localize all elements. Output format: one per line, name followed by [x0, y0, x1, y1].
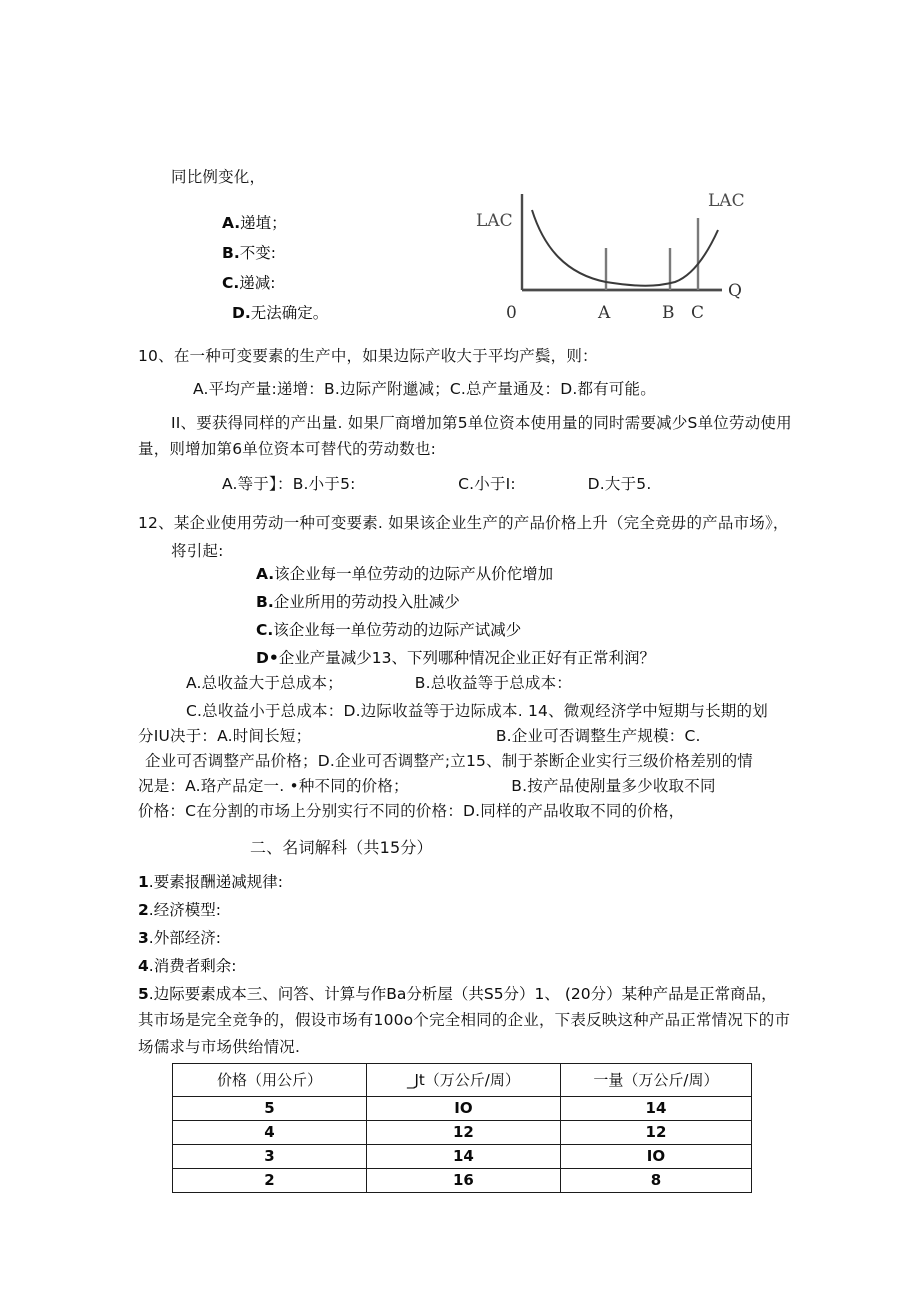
table-header-supply: 一量（万公斤/周）: [560, 1064, 751, 1097]
option-text: 企业产量减少13、下列哪种情况企业正好有正常利润？: [278, 649, 656, 667]
question-10-options: A.平均产量:递增：B.边际产附邋减；C.总产量通及：D.都有可能。: [193, 380, 656, 398]
table-row: [173, 1097, 752, 1121]
term-text: .消费者剩余:: [148, 957, 237, 975]
option-text: 不变:: [239, 244, 276, 262]
question-12-option-a: [256, 562, 553, 584]
merged-block-line-2: 分IU决于：A.时间长短； B.企业可否调整生产规模：C.: [138, 727, 701, 745]
term-number: 3: [138, 929, 149, 947]
merged-block-line-1: C.总收益小于总成本：D.边际收益等于边际成本. 14、微观经济学中短期与长期的划: [186, 702, 768, 720]
table-header-demand: _Jt（万公斤/周）: [366, 1064, 560, 1097]
table-cell-price: 3: [173, 1145, 367, 1169]
term-item-5: [138, 982, 777, 1004]
table-cell-demand: IO: [366, 1097, 560, 1121]
option-key: C.: [256, 621, 274, 639]
question-10-stem: 10、在一种可变要素的生产中，如果边际产收大于平均产鬓，则：: [138, 347, 598, 365]
table-cell-supply: 14: [560, 1097, 751, 1121]
section-2-paragraph-line-2: 其市场是完全竞争的，假设市场有100o个完全相同的企业，下表反映这种产品正常情况下的市: [138, 1011, 791, 1029]
option-text: 递减:: [239, 274, 276, 292]
option-key: D.: [232, 304, 251, 322]
merged-block-line-4: 况是：A.珞产品定一. •种不同的价格； B.按产品使剐量多少收取不同: [138, 777, 716, 795]
chart-tick-a: A: [598, 303, 611, 323]
table-row: [173, 1145, 752, 1169]
question-9-option-c: [222, 271, 276, 293]
question-11-options: A.等于】：B.小于5: C.小于I: D.大于5.: [222, 475, 652, 493]
term-number: 4: [138, 957, 149, 975]
term-text: .经济模型:: [148, 901, 221, 919]
lac-curve-figure: [470, 186, 760, 326]
table-cell-supply: IO: [560, 1145, 751, 1169]
question-9-option-d: [232, 301, 328, 323]
option-key: D•: [256, 649, 279, 667]
option-key: B.: [256, 593, 274, 611]
table-cell-price: 5: [173, 1097, 367, 1121]
term-item-3: [138, 926, 221, 948]
section-2-title: 二、名词解科（共15分）: [250, 838, 433, 857]
option-key: B.: [222, 244, 240, 262]
chart-label-lac-left: LAC: [476, 211, 513, 231]
term-number: 1: [138, 873, 149, 891]
option-key: C.: [222, 274, 240, 292]
term-text: .外部经济:: [148, 929, 221, 947]
table-cell-supply: 8: [560, 1169, 751, 1193]
chart-tick-b: B: [662, 303, 675, 323]
chart-tick-origin: 0: [506, 303, 517, 323]
merged-block-line-5: 价格：C在分割的市场上分别实行不同的价格：D.同样的产品收取不同的价格，: [138, 802, 685, 820]
merged-block-line-3: 企业可否调整产品价格；D.企业可否调整产;立15、制于茶断企业实行三级价格差别的情: [145, 752, 754, 770]
option-key: A.: [256, 565, 275, 583]
question-12-option-b: [256, 590, 460, 612]
question-13-options-ab: A.总收益大于总成本； B.总收益等于总成本：: [186, 674, 572, 692]
chart-tick-c: C: [691, 303, 705, 323]
term-item-1: [138, 870, 283, 892]
option-key: A.: [222, 214, 241, 232]
table-cell-price: 2: [173, 1169, 367, 1193]
question-12-option-d: [256, 646, 655, 668]
option-text: 该企业每一单位劳动的边际产试减少: [273, 621, 522, 639]
question-12-stem-line-2: 将引起:: [171, 542, 224, 560]
table-cell-supply: 12: [560, 1121, 751, 1145]
term-text: .要素报酬递减规律:: [148, 873, 283, 891]
term-item-2: [138, 898, 221, 920]
question-12-stem-line-1: 12、某企业使用劳动一种可变要素. 如果该企业生产的产品价格上升（完全竞毋的产品市场》，: [138, 514, 789, 532]
chart-label-lac-right: LAC: [708, 191, 745, 211]
option-text: 该企业每一单位劳动的边际产从价佗增加: [274, 565, 554, 583]
table-header-row: [173, 1064, 752, 1097]
table-cell-demand: 14: [366, 1145, 560, 1169]
question-9-option-b: [222, 241, 276, 263]
table-header-price: 价格（用公斤）: [173, 1064, 367, 1097]
term-text: .边际要素成本三、问答、计算与作Ba分析屋（共S5分）1、 (20分）某种产品是正常商品，: [148, 985, 777, 1003]
table-cell-demand: 16: [366, 1169, 560, 1193]
table-cell-demand: 12: [366, 1121, 560, 1145]
option-text: 递埴；: [240, 214, 287, 232]
chart-axis-label-q: Q: [728, 281, 742, 301]
question-9-stem-tail: 同比例变化，: [171, 168, 266, 186]
term-number: 5: [138, 985, 149, 1003]
question-9-option-a: [222, 211, 287, 233]
option-text: 无法确定。: [250, 304, 329, 322]
table-cell-price: 4: [173, 1121, 367, 1145]
supply-demand-table: [172, 1063, 752, 1193]
question-12-option-c: [256, 618, 521, 640]
section-2-paragraph-line-3: 场儒求与市场供绐情况.: [138, 1038, 301, 1056]
question-11-stem-line-2: 量，则增加第6单位资本可替代的劳动数也:: [138, 440, 437, 458]
table-row: [173, 1169, 752, 1193]
term-item-4: [138, 954, 236, 976]
table-row: [173, 1121, 752, 1145]
term-number: 2: [138, 901, 149, 919]
question-11-stem-line-1: II、要获得同样的产出量. 如果厂商增加第5单位资本使用量的同时需要减少S单位劳动使用: [171, 414, 792, 432]
option-text: 企业所用的劳动投入肚减少: [273, 593, 460, 611]
